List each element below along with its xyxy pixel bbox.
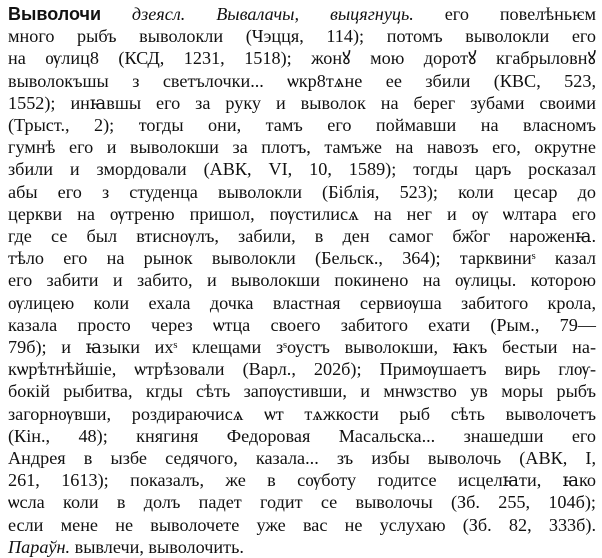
text-segment: тѣло его на рынок выволокли (Бельск., 364); тарквиниˢ казал xyxy=(8,248,596,269)
text-segment: 1552); инꙗвшы его за руку и выволок на берег зубами своими xyxy=(8,92,596,113)
text-line xyxy=(8,3,596,25)
text-segment: церкви на ѹтреню пришол, пѹстилисѧ на нег и ѹ ѡлтара его xyxy=(8,203,596,224)
text-line xyxy=(8,425,596,447)
text-segment: где се был втиснѹлъ, забили, в ден самог бж҃ог нароженꙗ. xyxy=(8,226,596,247)
text-segment: абы его з студенца выволокли (Біблія, 523); коли цесар до xyxy=(8,181,596,202)
text-segment: 79б); и ꙗзыки ихˢ клещами зˢоустъ выволокши, ꙗкъ бестыи на- xyxy=(8,337,596,358)
text-line xyxy=(8,47,596,69)
text-segment: ѹлицею коли ехала дочка властная сервиѹша забитого крола, xyxy=(8,292,596,313)
text-segment: много рыбъ выволокли (Чэцця, 114); потомъ выволокли его xyxy=(8,26,596,47)
text-segment: казала просто через ѡтца своего забитого ехати (Рым., 79— xyxy=(8,314,596,335)
text-segment: бокій рыбитва, кгды сѣть запѹстивши, и мнѡзство ув моры рыбъ xyxy=(8,381,596,402)
text-segment: Андрея в ызбе седячого, казала... зъ избы выволочь (АВК, I, xyxy=(8,448,596,469)
text-line xyxy=(8,469,596,491)
text-line xyxy=(8,269,596,291)
text-segment: его повелѣньѥм xyxy=(413,4,596,24)
text-line xyxy=(8,536,596,558)
text-line xyxy=(8,158,596,180)
text-segment: вывлечи, выволочить. xyxy=(70,536,244,557)
text-segment: загорнѹвши, роздираючисѧ ѡт тѧжкости рыб сѣть выволочетъ xyxy=(8,403,596,424)
text-line xyxy=(8,314,596,336)
text-line xyxy=(8,114,596,136)
text-line xyxy=(8,491,596,513)
text-line xyxy=(8,247,596,269)
text-line xyxy=(8,181,596,203)
text-segment: гумнѣ его и выволокши за плотъ, тамъже на навозъ его, окрутне xyxy=(8,137,596,158)
text-segment: збили и змордовали (АВК, VI, 10, 1589); тогды царъ росказал xyxy=(8,159,596,180)
text-segment: 261, 1613); показалъ, же в сѹботу годитсе исцелꙗти, ꙗко xyxy=(8,470,596,491)
text-line xyxy=(8,380,596,402)
text-line xyxy=(8,225,596,247)
text-segment: его забити и забито, и выволокши покинено на ѹлицы. которою xyxy=(8,270,596,291)
text-line xyxy=(8,70,596,92)
headword: Выволочи xyxy=(8,4,102,24)
text-segment: если мене не выволочете уже вас не услухаю (Зб. 82, 333б). xyxy=(8,514,596,535)
text-line xyxy=(8,403,596,425)
italic-gloss: Параўн. xyxy=(8,536,71,557)
text-segment: (Трыст., 2); тогды они, тамъ его поймавши на власномъ xyxy=(8,115,596,136)
dictionary-entry xyxy=(8,3,596,558)
text-segment: ѡсла коли в долъ падет годит се выволочы (Зб. 255, 104б); xyxy=(8,492,596,513)
text-segment: на ѹлиц8 (КСД, 1231, 1518); жонꙋ мою доротꙋ кгабрыловнꙋ xyxy=(8,48,596,69)
text-line xyxy=(8,514,596,536)
text-line xyxy=(8,358,596,380)
text-line xyxy=(8,292,596,314)
text-line xyxy=(8,203,596,225)
italic-gloss: дзеясл. Вывалачы, выцягнуць. xyxy=(101,4,414,24)
text-line xyxy=(8,136,596,158)
text-segment: выволокъшы з светълочки... ѡкр8тѧне ее збили (КВС, 523, xyxy=(8,70,596,91)
text-line xyxy=(8,336,596,358)
text-segment: кѡрѣтнѣйшіе, ѡтрѣзовали (Варл., 202б); Примѹшаетъ вирь глѹ- xyxy=(8,359,596,380)
text-line xyxy=(8,92,596,114)
text-segment: (Кін., 48); княгиня Федоровая Масальска... знашедши его xyxy=(8,425,596,446)
text-line xyxy=(8,25,596,47)
text-line xyxy=(8,447,596,469)
